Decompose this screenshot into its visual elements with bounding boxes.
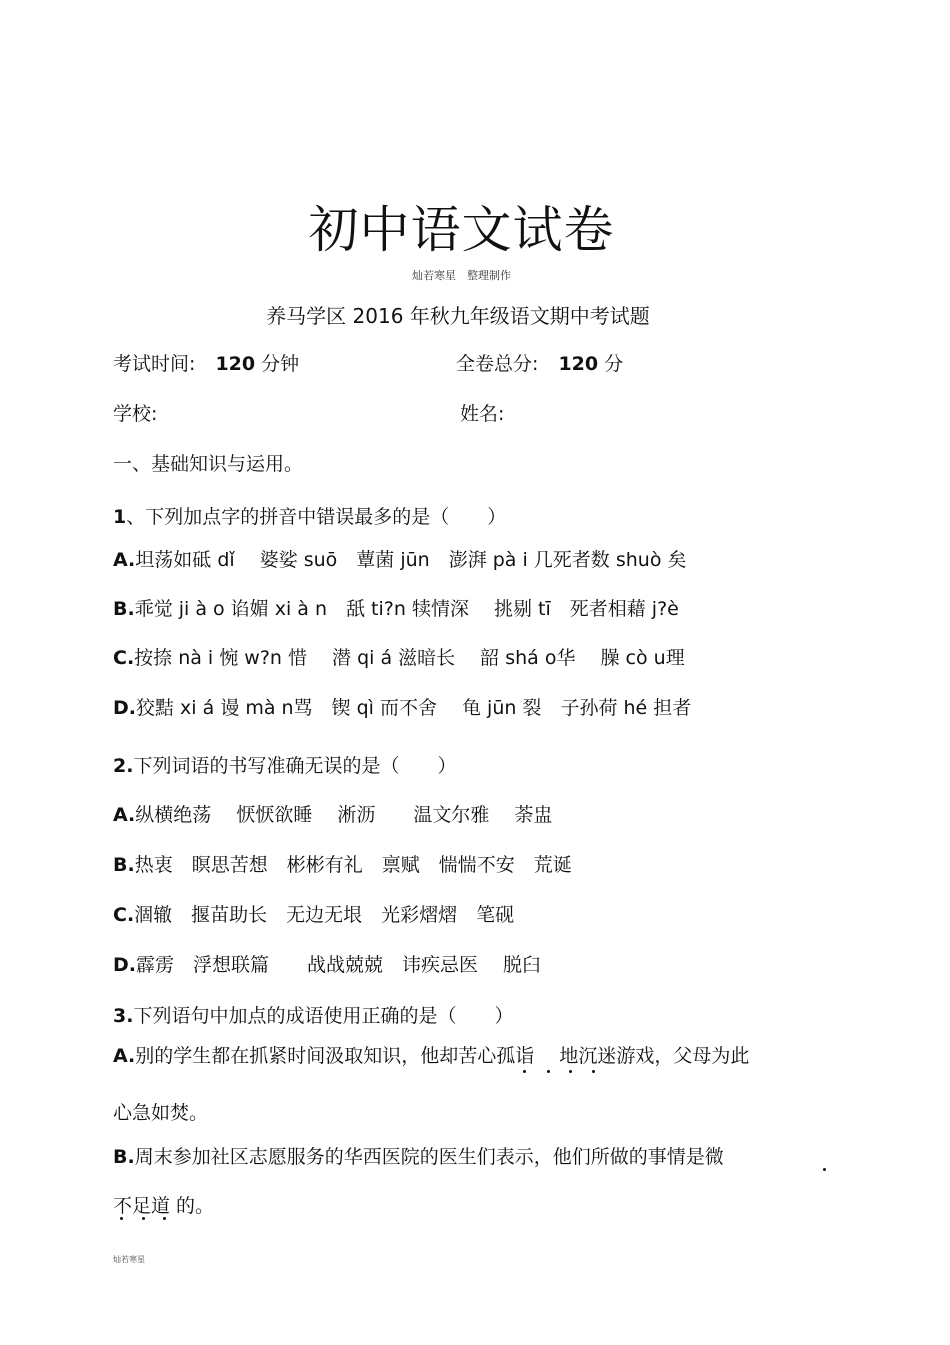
q1-option-d bbox=[113, 694, 691, 722]
emphasis-dot bbox=[592, 1070, 595, 1073]
page-subtitle: 灿若寒星 整理制作 bbox=[412, 269, 511, 282]
page-footer: 灿若寒星 bbox=[113, 1255, 145, 1264]
q1-option-a-label: A. bbox=[113, 549, 136, 571]
q1-option-a bbox=[113, 546, 687, 574]
q1-option-d-label: D. bbox=[113, 697, 136, 719]
q3-option-a-text: 别的学生都在抓紧时间汲取知识，他却苦心孤诣 地沉迷游戏，父母为此 bbox=[135, 1045, 750, 1067]
emphasis-dot bbox=[120, 1217, 123, 1220]
q2-option-c-label: C. bbox=[113, 904, 135, 926]
q3-option-b-line2: 不足道 的。 bbox=[113, 1195, 215, 1217]
exam-time bbox=[113, 350, 299, 378]
question-1-number: 1 bbox=[113, 506, 127, 528]
q1-option-c-text: 按捺 nà i 惋 w?n 惜 潜 qi á 滋暗长 韶 shá o华 臊 cò u理 bbox=[134, 647, 685, 669]
name-label: 姓名: bbox=[460, 403, 505, 425]
question-2-stem bbox=[113, 752, 456, 780]
question-2-text: 下列词语的书写准确无误的是（ ） bbox=[133, 755, 457, 777]
exam-score-value: 120 bbox=[558, 353, 599, 375]
emphasis-dot bbox=[523, 1070, 526, 1073]
emphasis-dot bbox=[547, 1070, 550, 1073]
q3-option-b-text: 周末参加社区志愿服务的华西医院的医生们表示，他们所做的事情是微 bbox=[134, 1146, 724, 1168]
q2-option-d bbox=[113, 951, 541, 979]
q2-option-b-label: B. bbox=[113, 854, 135, 876]
q2-option-b bbox=[113, 851, 572, 879]
q2-option-c-text: 涸辙 揠苗助长 无边无垠 光彩熠熠 笔砚 bbox=[134, 904, 515, 926]
q1-option-b-label: B. bbox=[113, 598, 135, 620]
question-2-number: 2. bbox=[113, 755, 134, 777]
page-title: 初中语文试卷 bbox=[308, 201, 615, 259]
q2-option-a-text: 纵横绝荡 恹恹欲睡 淅沥 温文尔雅 荼盅 bbox=[135, 804, 553, 826]
q2-option-a-label: A. bbox=[113, 804, 136, 826]
q2-option-b-text: 热衷 瞑思苦想 彬彬有礼 禀赋 惴惴不安 荒诞 bbox=[134, 854, 572, 876]
question-3-stem bbox=[113, 1002, 513, 1030]
q3-option-a-line1 bbox=[113, 1042, 749, 1070]
question-3-number: 3. bbox=[113, 1005, 134, 1027]
q1-option-c-label: C. bbox=[113, 647, 135, 669]
q1-option-c bbox=[113, 644, 685, 672]
q3-option-a-label: A. bbox=[113, 1045, 136, 1067]
exam-time-value: 120 bbox=[215, 353, 256, 375]
emphasis-dot bbox=[569, 1070, 572, 1073]
q1-option-a-text: 坦荡如砥 dǐ 婆娑 suō 蕈菌 jūn 澎湃 pà i 几死者数 shuò 矣 bbox=[135, 549, 687, 571]
q1-option-b-text: 乖觉 ji à o 谄媚 xi à n 舐 ti?n 犊情深 挑剔 tī 死者相藉 j?è bbox=[134, 598, 679, 620]
q3-option-a-line2: 心急如焚。 bbox=[113, 1102, 209, 1124]
emphasis-dot bbox=[163, 1217, 166, 1220]
q1-option-d-text: 狡黠 xi á 谩 mà n骂 锲 qì 而不舍 龟 jūn 裂 子孙荷 hé 担者 bbox=[136, 697, 692, 719]
q1-option-b bbox=[113, 595, 679, 623]
school-label: 学校: bbox=[113, 403, 158, 425]
exam-score-label: 全卷总分: bbox=[456, 353, 539, 375]
exam-score bbox=[456, 350, 623, 378]
q2-option-d-label: D. bbox=[113, 954, 136, 976]
section-heading: 一、基础知识与运用。 bbox=[113, 453, 304, 475]
q2-option-c bbox=[113, 901, 514, 929]
exam-title: 养马学区 2016 年秋九年级语文期中考试题 bbox=[266, 304, 650, 328]
q2-option-a bbox=[113, 801, 552, 829]
q3-option-b-line1 bbox=[113, 1143, 724, 1171]
emphasis-dot bbox=[823, 1168, 826, 1171]
question-1-stem bbox=[113, 503, 506, 531]
question-1-text: 、下列加点字的拼音中错误最多的是（ ） bbox=[126, 506, 507, 528]
q3-option-b-label: B. bbox=[113, 1146, 135, 1168]
exam-time-label: 考试时间: bbox=[113, 353, 196, 375]
q2-option-d-text: 霹雳 浮想联篇 战战兢兢 讳疾忌医 脱臼 bbox=[136, 954, 542, 976]
exam-time-unit: 分钟 bbox=[261, 353, 300, 375]
emphasis-dot bbox=[142, 1217, 145, 1220]
exam-score-unit: 分 bbox=[604, 353, 624, 375]
question-3-text: 下列语句中加点的成语使用正确的是（ ） bbox=[133, 1005, 514, 1027]
